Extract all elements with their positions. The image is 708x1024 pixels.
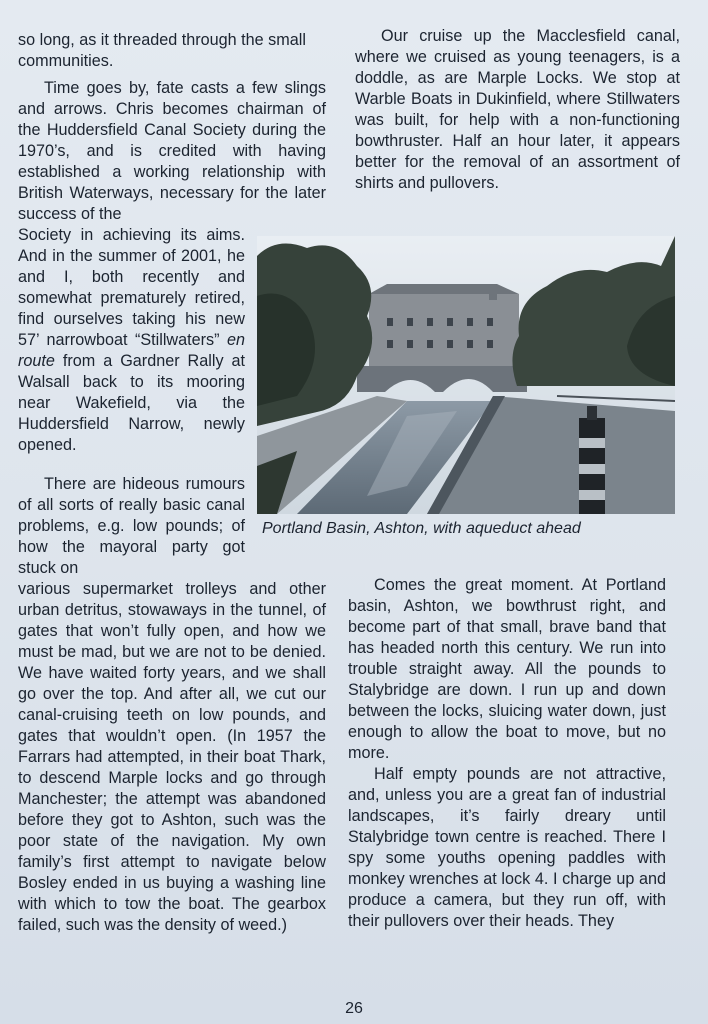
right-paragraph-1: Our cruise up the Macclesfield canal, where we cruised as young teenagers, is a doddle, as are Marple Locks. We stop at Warble Boats in Dukinfield, where Stillwaters was built, for help with a non-functioning bowthruster. Half an hour later, it appears better for the removal of an assortment of shirts and pullovers. <box>355 27 680 192</box>
left-paragraph-4a: There are hideous rumours of all sorts of really basic canal problems, e.g. low pounds; of how the mayoral party got stuck on <box>18 475 245 577</box>
canal-photo-illustration <box>257 236 675 514</box>
left-paragraph-2: Time goes by, fate casts a few slings and arrows. Chris becomes chairman of the Huddersfield Canal Society during the 1970’s, and is credited with having established a working relationship with British Waterways, necessary for the later success of the <box>18 79 326 223</box>
right-paragraph-2: Comes the great moment. At Portland basin, Ashton, we bowthrust right, and become part of that small, brave band that has headed north this century. We run into trouble straight away. All the pounds to Stalybridge are down. I run up and down between the locks, sluicing water down, just enough to allow the boat to move, but no more. <box>348 576 666 762</box>
left-paragraph-3 <box>18 225 245 456</box>
text-run: from a Gardner Rally at Walsall back to its mooring near Wakefield, via the Huddersfield Narrow, newly opened. <box>18 352 246 454</box>
photo-caption: Portland Basin, Ashton, with aqueduct ahead <box>262 520 581 537</box>
left-paragraph-4b: various supermarket trolleys and other urban detritus, stowaways in the tunnel, of gates that won’t fully open, and how we must be mad, but we are not to be denied. We have waited forty years, and we shall go over the top. And after all, we cut our canal-cruising teeth on low pounds, and gates that wouldn’t open. (In 1957 the Farrars had attempted, in their boat Thark, to descend Marple locks and go through Manchester; the attempt was abandoned before they got to Ashton, such was the poor state of the navigation. My own family’s first attempt to navigate below Bosley ended in us buying a washing line with which to tow the boat. The gearbox failed, such was the density of weed.) <box>18 580 326 934</box>
left-paragraph-1: so long, as it threaded through the small communities. <box>18 31 306 70</box>
text-run: Society in achieving its aims. And in the summer of 2001, he and I, both recently and somewhat prematurely retired, find ourselves taking his new 57’ narrowboat “Stillwaters” <box>18 226 245 349</box>
italic-run: en route <box>18 331 245 370</box>
page-number: 26 <box>345 1000 363 1017</box>
canal-photo <box>257 236 675 514</box>
right-paragraph-3: Half empty pounds are not attractive, and, unless you are a great fan of industrial landscapes, it’s fairly dreary until Stalybridge town centre is reached. There I spy some youths opening paddles with monkey wrenches at lock 4. I charge up and produce a camera, but they run off, with their pullovers over their heads. They <box>348 765 666 930</box>
